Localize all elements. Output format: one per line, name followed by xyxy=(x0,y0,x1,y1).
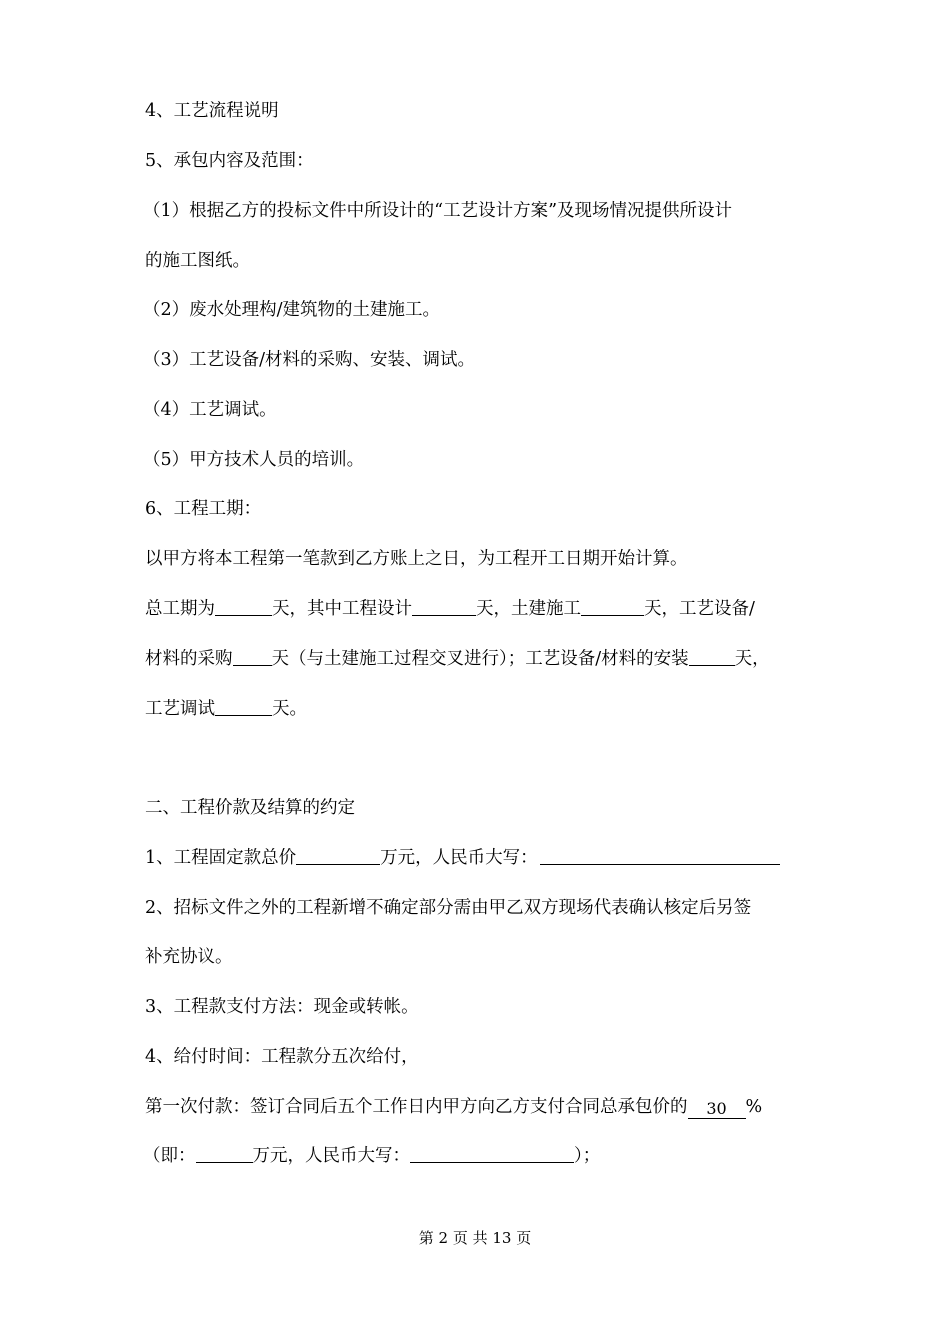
civil-duration-label: 天，土建施工 xyxy=(476,599,581,619)
scope-item-3: （3）工艺设备/材料的采购、安装、调试。 xyxy=(143,350,476,370)
scope-item-1-line-2: 的施工图纸。 xyxy=(145,251,250,271)
design-days-blank[interactable] xyxy=(412,597,476,616)
extra-work-clause-line-2: 补充协议。 xyxy=(145,947,233,967)
installation-label: 天（与土建施工过程交叉进行）；工艺设备/材料的安装 xyxy=(271,649,689,669)
first-payment-label: 第一次付款：签订合同后五个工作日内甲方向乙方支付合同总承包价的 xyxy=(145,1097,688,1117)
schedule-total-line xyxy=(145,597,755,621)
chapter-2-price-heading: 二、工程价款及结算的约定 xyxy=(145,798,355,818)
payment-schedule: 4、给付时间：工程款分五次给付， xyxy=(145,1047,419,1067)
first-payment-amount-line xyxy=(143,1144,600,1168)
schedule-start-rule: 以甲方将本工程第一笔款到乙方账上之日，为工程开工日期开始计算。 xyxy=(145,549,688,569)
section-4-process-description: 4、工艺流程说明 xyxy=(145,101,279,121)
first-payment-line xyxy=(145,1095,762,1119)
commissioning-unit: 天。 xyxy=(272,699,307,719)
scope-item-4: （4）工艺调试。 xyxy=(143,400,277,420)
schedule-procurement-line xyxy=(145,647,770,671)
first-payment-words-blank[interactable] xyxy=(410,1144,574,1163)
percent-sign: % xyxy=(745,1097,763,1117)
first-payment-amount-label: （即： xyxy=(143,1146,196,1166)
civil-days-blank[interactable] xyxy=(581,597,644,616)
section-6-schedule-heading: 6、工程工期： xyxy=(145,499,262,519)
fixed-price-words-label: 万元，人民币大写： xyxy=(380,848,538,868)
schedule-commissioning-line xyxy=(145,697,307,721)
first-payment-amount-blank[interactable] xyxy=(196,1144,253,1163)
scope-item-1-line-1: （1）根据乙方的投标文件中所设计的“工艺设计方案”及现场情况提供所设计 xyxy=(143,201,733,221)
procurement-days-blank[interactable] xyxy=(233,647,272,666)
first-payment-percent-field[interactable]: 30 xyxy=(688,1100,746,1119)
scope-item-2: （2）废水处理构/建筑物的土建施工。 xyxy=(143,300,441,320)
procurement-label: 材料的采购 xyxy=(145,649,233,669)
scope-item-5: （5）甲方技术人员的培训。 xyxy=(143,450,365,470)
installation-days-blank[interactable] xyxy=(689,647,735,666)
first-payment-closing: ）； xyxy=(574,1146,601,1166)
commissioning-days-blank[interactable] xyxy=(215,697,272,716)
total-duration-label: 总工期为 xyxy=(145,599,215,619)
fixed-price-line xyxy=(145,846,780,870)
fixed-price-label: 1、工程固定款总价 xyxy=(145,848,297,868)
equipment-label: 天，工艺设备/ xyxy=(644,599,755,619)
installation-unit: 天， xyxy=(734,649,770,669)
section-5-scope-heading: 5、承包内容及范围： xyxy=(145,151,314,171)
first-payment-words-label: 万元，人民币大写： xyxy=(252,1146,410,1166)
payment-method: 3、工程款支付方法：现金或转帐。 xyxy=(145,997,419,1017)
fixed-price-words-blank[interactable] xyxy=(540,846,780,865)
fixed-price-amount-blank[interactable] xyxy=(296,846,380,865)
page-footer: 第 2 页 共 13 页 xyxy=(418,1229,532,1247)
total-days-blank[interactable] xyxy=(215,597,272,616)
commissioning-label: 工艺调试 xyxy=(145,699,215,719)
design-duration-label: 天，其中工程设计 xyxy=(272,599,412,619)
extra-work-clause-line-1: 2、招标文件之外的工程新增不确定部分需由甲乙双方现场代表确认核定后另签 xyxy=(145,898,752,918)
